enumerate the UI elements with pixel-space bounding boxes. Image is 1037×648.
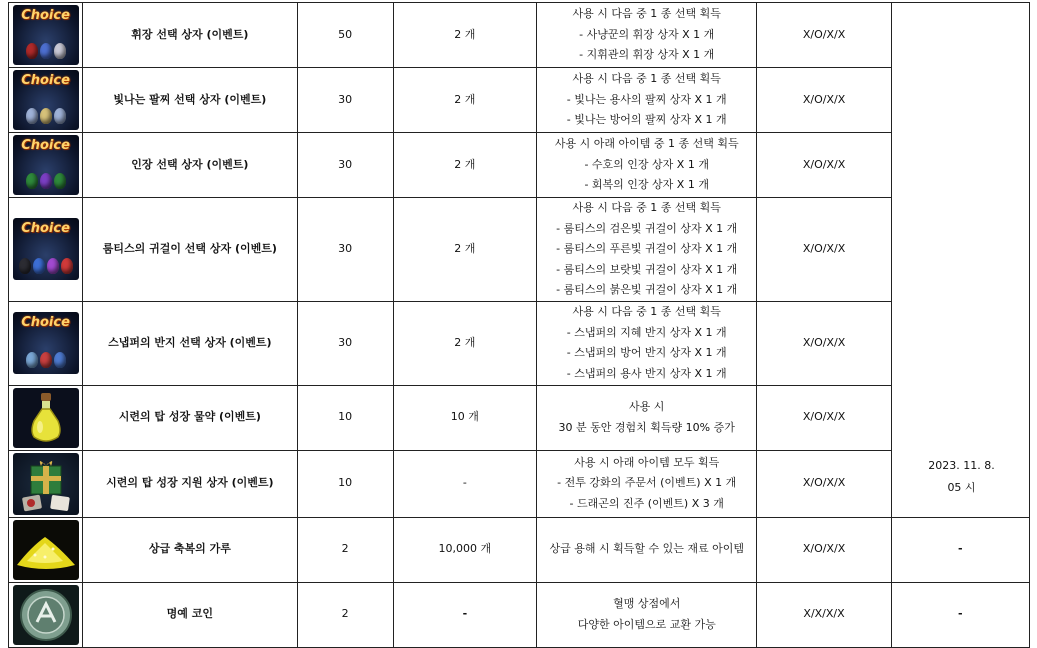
description-line: - 수호의 인장 상자 X 1 개 bbox=[584, 157, 709, 171]
description-line: 상급 용해 시 획득할 수 있는 재료 아이템 bbox=[549, 542, 744, 556]
item-icon-cell bbox=[9, 133, 83, 198]
item-price: 50 bbox=[297, 3, 393, 68]
description-line: - 빛나는 용사의 팔찌 상자 X 1 개 bbox=[566, 92, 727, 106]
period-time: 05 시 bbox=[947, 481, 976, 494]
item-icon-cell bbox=[9, 301, 83, 385]
gem-icon bbox=[47, 258, 59, 274]
item-description bbox=[537, 198, 757, 302]
table-row bbox=[9, 582, 1030, 647]
item-flags: X/X/X/X bbox=[757, 582, 891, 647]
sale-period bbox=[891, 3, 1029, 518]
item-icon-cell bbox=[9, 582, 83, 647]
period-date: 2023. 11. 8. bbox=[928, 459, 995, 472]
potion-bottle-icon bbox=[26, 391, 66, 445]
gem-icon bbox=[54, 173, 66, 189]
blessing-powder-icon bbox=[13, 520, 79, 580]
gem-icon bbox=[40, 352, 52, 368]
gem-row bbox=[19, 258, 73, 274]
choice-label: Choice bbox=[21, 315, 70, 330]
event-item-table bbox=[8, 2, 1030, 648]
choice-box-costume-icon bbox=[13, 5, 79, 65]
description-line: - 지휘관의 휘장 상자 X 1 개 bbox=[579, 48, 715, 62]
gem-icon bbox=[26, 173, 38, 189]
item-quantity: - bbox=[393, 582, 536, 647]
description-line: - 회복의 인장 상자 X 1 개 bbox=[584, 178, 709, 192]
item-name: 빛나는 팔찌 선택 상자 (이벤트) bbox=[83, 68, 297, 133]
description-line: 사용 시 다음 중 1 종 선택 획득 bbox=[572, 201, 721, 214]
item-flags: X/O/X/X bbox=[757, 385, 891, 450]
table-row bbox=[9, 301, 1030, 385]
item-description bbox=[537, 385, 757, 450]
description-line: 다양한 아이템으로 교환 가능 bbox=[577, 617, 716, 631]
description-line: 사용 시 다음 중 1 종 선택 획득 bbox=[572, 305, 721, 318]
description-line: 혈맹 상점에서 bbox=[613, 597, 681, 610]
gem-row bbox=[26, 173, 66, 189]
item-price: 2 bbox=[297, 582, 393, 647]
description-line: - 전투 강화의 주문서 (이벤트) X 1 개 bbox=[557, 476, 737, 490]
description-line: 사용 시 다음 중 1 종 선택 획득 bbox=[572, 7, 721, 21]
gem-icon bbox=[33, 258, 45, 274]
item-description bbox=[537, 517, 757, 582]
choice-box-earring-icon bbox=[13, 218, 79, 280]
item-description bbox=[537, 582, 757, 647]
item-flags: X/O/X/X bbox=[757, 68, 891, 133]
description-line: 30 분 동안 경험치 획득량 10% 증가 bbox=[558, 420, 735, 434]
item-quantity: 10 개 bbox=[393, 385, 536, 450]
item-icon-cell bbox=[9, 517, 83, 582]
item-price: 30 bbox=[297, 198, 393, 302]
gem-icon bbox=[19, 258, 31, 274]
description-line: - 스냅퍼의 방어 반지 상자 X 1 개 bbox=[566, 346, 727, 359]
item-flags: X/O/X/X bbox=[757, 3, 891, 68]
item-icon-cell bbox=[9, 68, 83, 133]
description-line: 사용 시 아래 아이템 중 1 종 선택 획득 bbox=[554, 137, 739, 151]
gem-row bbox=[26, 108, 66, 124]
description-line: - 드래곤의 진주 (이벤트) X 3 개 bbox=[569, 496, 724, 510]
item-price: 30 bbox=[297, 68, 393, 133]
item-flags: X/O/X/X bbox=[757, 450, 891, 517]
choice-label: Choice bbox=[21, 138, 70, 153]
item-quantity: 10,000 개 bbox=[393, 517, 536, 582]
gem-icon bbox=[26, 352, 38, 368]
item-name: 스냅퍼의 반지 선택 상자 (이벤트) bbox=[83, 301, 297, 385]
item-description bbox=[537, 450, 757, 517]
sale-period: - bbox=[891, 517, 1029, 582]
table-row bbox=[9, 133, 1030, 198]
item-description bbox=[537, 68, 757, 133]
description-line: 사용 시 bbox=[629, 400, 665, 413]
gem-icon bbox=[26, 108, 38, 124]
item-quantity: 2 개 bbox=[393, 68, 536, 133]
item-description bbox=[537, 133, 757, 198]
choice-box-bracelet-icon bbox=[13, 70, 79, 130]
gem-icon bbox=[40, 173, 52, 189]
gem-row bbox=[26, 43, 66, 59]
table-row bbox=[9, 450, 1030, 517]
item-quantity: - bbox=[393, 450, 536, 517]
description-line: - 룸티스의 푸른빛 귀걸이 상자 X 1 개 bbox=[556, 242, 738, 255]
description-line: 사용 시 다음 중 1 종 선택 획득 bbox=[572, 72, 721, 86]
item-name: 인장 선택 상자 (이벤트) bbox=[83, 133, 297, 198]
item-price: 10 bbox=[297, 450, 393, 517]
gem-row bbox=[26, 352, 66, 368]
table-row bbox=[9, 3, 1030, 68]
item-description bbox=[537, 3, 757, 68]
description-line: - 스냅퍼의 지혜 반지 상자 X 1 개 bbox=[566, 325, 727, 339]
item-name: 명예 코인 bbox=[83, 582, 297, 647]
item-name: 룸티스의 귀걸이 선택 상자 (이벤트) bbox=[83, 198, 297, 302]
item-flags: X/O/X/X bbox=[757, 301, 891, 385]
present-icon bbox=[19, 456, 73, 512]
gem-icon bbox=[54, 352, 66, 368]
gem-icon bbox=[40, 43, 52, 59]
gem-icon bbox=[40, 108, 52, 124]
item-price: 30 bbox=[297, 301, 393, 385]
item-quantity: 2 개 bbox=[393, 198, 536, 302]
item-quantity: 2 개 bbox=[393, 133, 536, 198]
gift-box-icon bbox=[13, 453, 79, 515]
item-icon-cell bbox=[9, 450, 83, 517]
description-line: 사용 시 아래 아이템 모두 획득 bbox=[574, 455, 720, 469]
description-line: - 룸티스의 붉은빛 귀걸이 상자 X 1 개 bbox=[556, 283, 738, 296]
item-price: 2 bbox=[297, 517, 393, 582]
item-name: 시련의 탑 성장 물약 (이벤트) bbox=[83, 385, 297, 450]
table-row bbox=[9, 68, 1030, 133]
choice-label: Choice bbox=[21, 8, 70, 23]
coin-icon bbox=[19, 588, 73, 642]
sale-period: - bbox=[891, 582, 1029, 647]
item-name: 휘장 선택 상자 (이벤트) bbox=[83, 3, 297, 68]
description-line: - 룸티스의 보랏빛 귀걸이 상자 X 1 개 bbox=[556, 262, 738, 276]
item-flags: X/O/X/X bbox=[757, 517, 891, 582]
item-quantity: 2 개 bbox=[393, 301, 536, 385]
choice-box-seal-icon bbox=[13, 135, 79, 195]
gem-icon bbox=[61, 258, 73, 274]
gem-icon bbox=[54, 108, 66, 124]
choice-label: Choice bbox=[21, 73, 70, 88]
item-price: 10 bbox=[297, 385, 393, 450]
item-name: 시련의 탑 성장 지원 상자 (이벤트) bbox=[83, 450, 297, 517]
choice-box-ring-icon bbox=[13, 312, 79, 374]
powder-pile-icon bbox=[15, 525, 77, 575]
shared-period-text bbox=[893, 455, 1030, 499]
item-icon-cell bbox=[9, 385, 83, 450]
item-quantity: 2 개 bbox=[393, 3, 536, 68]
item-flags: X/O/X/X bbox=[757, 133, 891, 198]
honor-coin-icon bbox=[13, 585, 79, 645]
item-price: 30 bbox=[297, 133, 393, 198]
choice-label: Choice bbox=[21, 221, 70, 237]
growth-potion-icon bbox=[13, 388, 79, 448]
item-name: 상급 축복의 가루 bbox=[83, 517, 297, 582]
description-line: - 룸티스의 검은빛 귀걸이 상자 X 1 개 bbox=[556, 221, 738, 235]
item-flags: X/O/X/X bbox=[757, 198, 891, 302]
description-line: - 빛나는 방어의 팔찌 상자 X 1 개 bbox=[566, 113, 727, 127]
item-icon-cell bbox=[9, 198, 83, 302]
item-description bbox=[537, 301, 757, 385]
table-row bbox=[9, 385, 1030, 450]
description-line: - 사냥꾼의 휘장 상자 X 1 개 bbox=[579, 27, 715, 41]
gem-icon bbox=[54, 43, 66, 59]
item-icon-cell bbox=[9, 3, 83, 68]
gem-icon bbox=[26, 43, 38, 59]
table-row bbox=[9, 517, 1030, 582]
table-row bbox=[9, 198, 1030, 302]
description-line: - 스냅퍼의 용사 반지 상자 X 1 개 bbox=[566, 366, 727, 380]
